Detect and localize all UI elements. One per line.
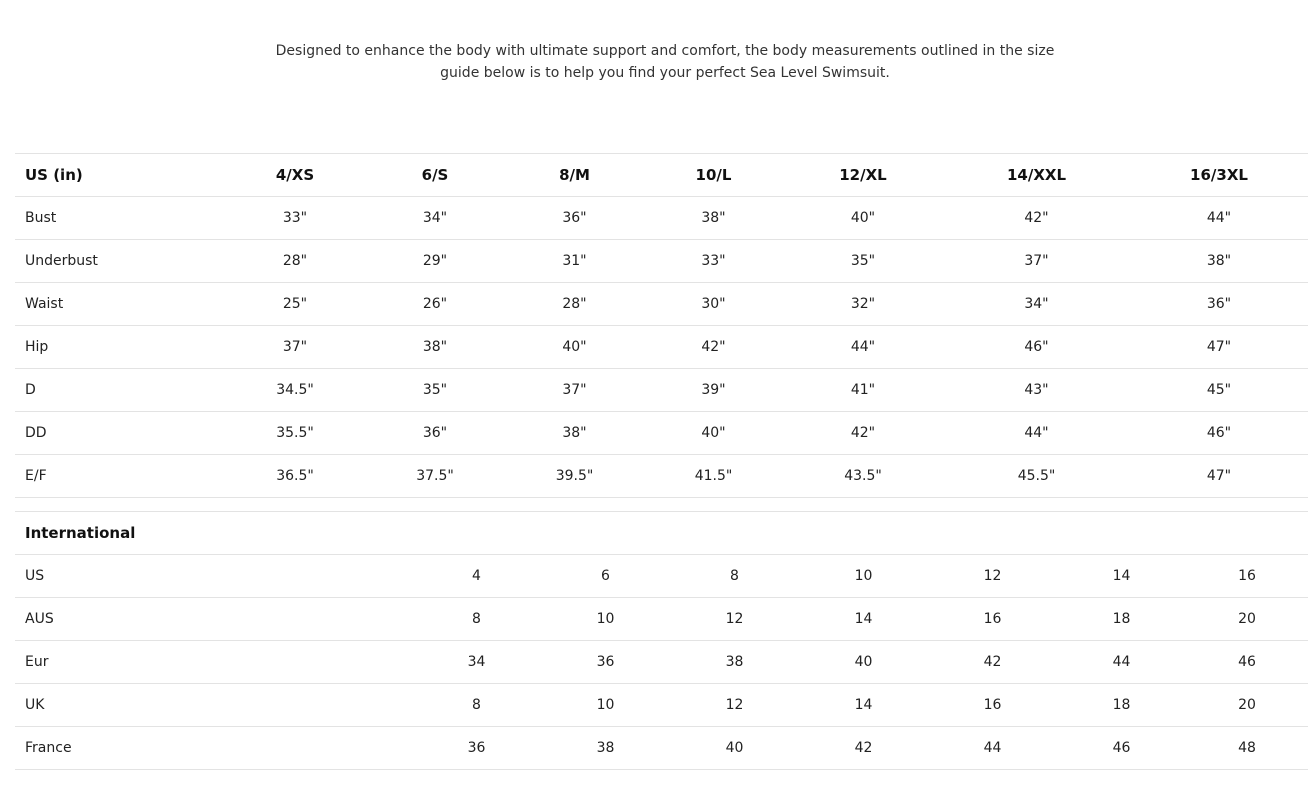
size-value: 42 xyxy=(799,727,928,770)
measurement-value: 42" xyxy=(943,197,1130,240)
measurement-value: 47" xyxy=(1130,455,1308,498)
measurement-value: 36.5" xyxy=(225,455,365,498)
size-value: 46 xyxy=(1057,727,1186,770)
table-row xyxy=(15,240,1308,283)
size-value: 16 xyxy=(928,684,1057,727)
size-value: 4 xyxy=(412,555,541,598)
measurement-value: 31" xyxy=(505,240,644,283)
table-row xyxy=(15,641,1308,684)
table-row xyxy=(15,412,1308,455)
size-value: 12 xyxy=(670,684,799,727)
measurement-value: 36" xyxy=(1130,283,1308,326)
measurement-value: 38" xyxy=(1130,240,1308,283)
measurement-value: 41.5" xyxy=(644,455,783,498)
measurement-value: 36" xyxy=(365,412,505,455)
measurement-label: Bust xyxy=(15,197,225,240)
measurement-value: 33" xyxy=(225,197,365,240)
size-value: 16 xyxy=(928,598,1057,641)
region-label: Eur xyxy=(15,641,412,684)
measurement-value: 46" xyxy=(1130,412,1308,455)
measurement-value: 34" xyxy=(365,197,505,240)
size-value: 34 xyxy=(412,641,541,684)
size-value: 20 xyxy=(1186,684,1308,727)
measurement-value: 37" xyxy=(505,369,644,412)
size-value: 38 xyxy=(670,641,799,684)
size-value: 10 xyxy=(541,598,670,641)
size-value: 48 xyxy=(1186,727,1308,770)
measurement-value: 35" xyxy=(365,369,505,412)
measurement-value: 39" xyxy=(644,369,783,412)
measurement-value: 42" xyxy=(644,326,783,369)
measurement-label: Waist xyxy=(15,283,225,326)
measurement-value: 30" xyxy=(644,283,783,326)
intro-line-2: guide below is to help you find your perfect Sea Level Swimsuit. xyxy=(440,65,890,81)
measurement-value: 25" xyxy=(225,283,365,326)
measurement-value: 45" xyxy=(1130,369,1308,412)
size-header: 4/XS xyxy=(225,154,365,197)
size-value: 12 xyxy=(928,555,1057,598)
measurement-value: 36" xyxy=(505,197,644,240)
size-value: 44 xyxy=(1057,641,1186,684)
table-row xyxy=(15,455,1308,498)
measurement-label: Underbust xyxy=(15,240,225,283)
measurement-value: 37" xyxy=(943,240,1130,283)
region-label: France xyxy=(15,727,412,770)
size-value: 14 xyxy=(1057,555,1186,598)
measurement-label: E/F xyxy=(15,455,225,498)
size-value: 42 xyxy=(928,641,1057,684)
size-header: 12/XL xyxy=(783,154,943,197)
table-row xyxy=(15,197,1308,240)
measurement-value: 44" xyxy=(783,326,943,369)
measurement-value: 44" xyxy=(1130,197,1308,240)
size-header: 10/L xyxy=(644,154,783,197)
us-table-header-label: US (in) xyxy=(15,154,225,197)
size-value: 36 xyxy=(541,641,670,684)
measurement-value: 38" xyxy=(644,197,783,240)
size-value: 6 xyxy=(541,555,670,598)
table-row xyxy=(15,684,1308,727)
size-value: 18 xyxy=(1057,598,1186,641)
measurement-value: 40" xyxy=(644,412,783,455)
measurement-label: Hip xyxy=(15,326,225,369)
region-label: UK xyxy=(15,684,412,727)
size-value: 8 xyxy=(412,684,541,727)
region-label: US xyxy=(15,555,412,598)
measurement-value: 37" xyxy=(225,326,365,369)
size-value: 10 xyxy=(799,555,928,598)
size-value: 8 xyxy=(412,598,541,641)
size-value: 10 xyxy=(541,684,670,727)
size-guide-intro xyxy=(0,40,1308,84)
measurement-value: 39.5" xyxy=(505,455,644,498)
size-value: 40 xyxy=(670,727,799,770)
measurement-value: 35.5" xyxy=(225,412,365,455)
size-value: 8 xyxy=(670,555,799,598)
size-value: 44 xyxy=(928,727,1057,770)
size-header: 8/M xyxy=(505,154,644,197)
measurement-value: 34.5" xyxy=(225,369,365,412)
measurement-value: 35" xyxy=(783,240,943,283)
intro-line-1: Designed to enhance the body with ultimate support and comfort, the body measurements outlined in the size xyxy=(275,43,1055,59)
measurement-value: 28" xyxy=(505,283,644,326)
intl-table-header-label: International xyxy=(15,512,1308,555)
size-value: 16 xyxy=(1186,555,1308,598)
measurement-value: 28" xyxy=(225,240,365,283)
measurement-value: 26" xyxy=(365,283,505,326)
measurement-label: D xyxy=(15,369,225,412)
us-table-header-row xyxy=(15,154,1308,197)
size-header: 16/3XL xyxy=(1130,154,1308,197)
measurement-value: 34" xyxy=(943,283,1130,326)
measurement-value: 40" xyxy=(783,197,943,240)
size-header: 14/XXL xyxy=(943,154,1130,197)
size-value: 18 xyxy=(1057,684,1186,727)
size-value: 40 xyxy=(799,641,928,684)
size-value: 38 xyxy=(541,727,670,770)
measurement-value: 43" xyxy=(943,369,1130,412)
measurement-value: 42" xyxy=(783,412,943,455)
measurement-value: 32" xyxy=(783,283,943,326)
size-header: 6/S xyxy=(365,154,505,197)
table-row xyxy=(15,727,1308,770)
measurement-value: 46" xyxy=(943,326,1130,369)
international-size-table xyxy=(15,511,1308,770)
measurement-value: 40" xyxy=(505,326,644,369)
measurement-value: 45.5" xyxy=(943,455,1130,498)
table-row xyxy=(15,369,1308,412)
measurement-value: 47" xyxy=(1130,326,1308,369)
measurement-value: 29" xyxy=(365,240,505,283)
size-value: 20 xyxy=(1186,598,1308,641)
measurement-value: 38" xyxy=(365,326,505,369)
measurement-label: DD xyxy=(15,412,225,455)
table-row xyxy=(15,598,1308,641)
size-value: 46 xyxy=(1186,641,1308,684)
measurement-value: 41" xyxy=(783,369,943,412)
region-label: AUS xyxy=(15,598,412,641)
measurement-value: 37.5" xyxy=(365,455,505,498)
table-row xyxy=(15,283,1308,326)
measurement-value: 33" xyxy=(644,240,783,283)
us-size-table xyxy=(15,153,1308,498)
size-value: 14 xyxy=(799,684,928,727)
size-value: 12 xyxy=(670,598,799,641)
table-row xyxy=(15,326,1308,369)
measurement-value: 38" xyxy=(505,412,644,455)
measurement-value: 43.5" xyxy=(783,455,943,498)
measurement-value: 44" xyxy=(943,412,1130,455)
size-value: 36 xyxy=(412,727,541,770)
table-row xyxy=(15,555,1308,598)
intl-table-header-row xyxy=(15,512,1308,555)
size-value: 14 xyxy=(799,598,928,641)
